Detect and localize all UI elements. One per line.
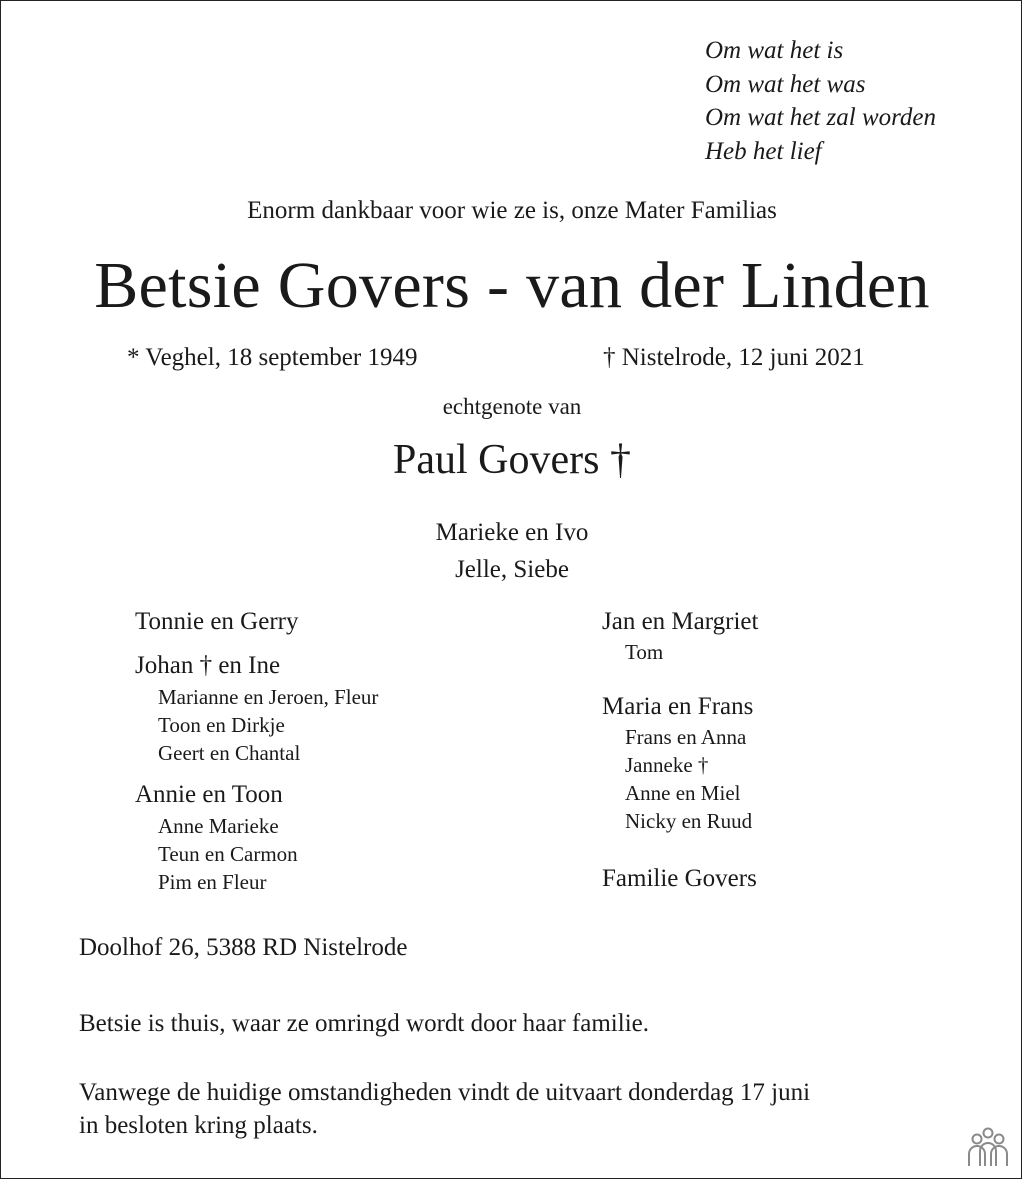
family-member: Geert en Chantal: [158, 741, 301, 765]
family-name: Jan en Margriet: [602, 608, 759, 635]
birth-info: * Veghel, 18 september 1949: [127, 344, 418, 371]
funeral-note-line: in besloten kring plaats.: [79, 1112, 318, 1139]
funeral-note-line: Vanwege de huidige omstandigheden vindt de uitvaart donderdag 17 juni: [79, 1079, 811, 1106]
family-name: Johan † en Ine: [135, 652, 281, 679]
family-member: Frans en Anna: [625, 725, 747, 749]
family-name: Maria en Frans: [602, 693, 754, 720]
family-name: Annie en Toon: [135, 781, 283, 808]
poem-line: Heb het lief: [705, 137, 822, 165]
people-group-icon: [963, 1127, 1013, 1169]
death-info: † Nistelrode, 12 juni 2021: [603, 344, 865, 371]
family-member: Anne en Miel: [625, 781, 741, 805]
children: [1, 514, 1023, 588]
family-member: Pim en Fleur: [158, 870, 267, 894]
family-member: Nicky en Ruud: [625, 809, 753, 833]
address: Doolhof 26, 5388 RD Nistelrode: [79, 934, 408, 961]
spouse-label: echtgenote van: [442, 394, 582, 419]
family-member: Marianne en Jeroen, Fleur: [158, 685, 379, 709]
family-member: Janneke †: [625, 753, 709, 777]
family-member: Tom: [625, 640, 664, 664]
intro-text: Enorm dankbaar voor wie ze is, onze Mater Familias: [247, 197, 777, 224]
poem-line: Om wat het zal worden: [705, 104, 937, 131]
family-member: Anne Marieke: [158, 814, 279, 838]
poem: [705, 34, 936, 168]
poem-line: Om wat het was: [705, 70, 866, 98]
deceased-name: Betsie Govers - van der Linden: [94, 249, 930, 322]
home-note: Betsie is thuis, waar ze omringd wordt door haar familie.: [79, 1010, 649, 1037]
family-member: Teun en Carmon: [158, 842, 298, 866]
poem-line: Om wat het is: [705, 37, 844, 64]
spouse-name: Paul Govers †: [393, 437, 631, 483]
funeral-note: [79, 1076, 810, 1142]
family-member: Toon en Dirkje: [158, 713, 285, 737]
family-name: Familie Govers: [602, 865, 757, 892]
child-line: Marieke en Ivo: [435, 519, 589, 546]
child-line: Jelle, Siebe: [455, 556, 569, 583]
family-name: Tonnie en Gerry: [135, 608, 299, 635]
